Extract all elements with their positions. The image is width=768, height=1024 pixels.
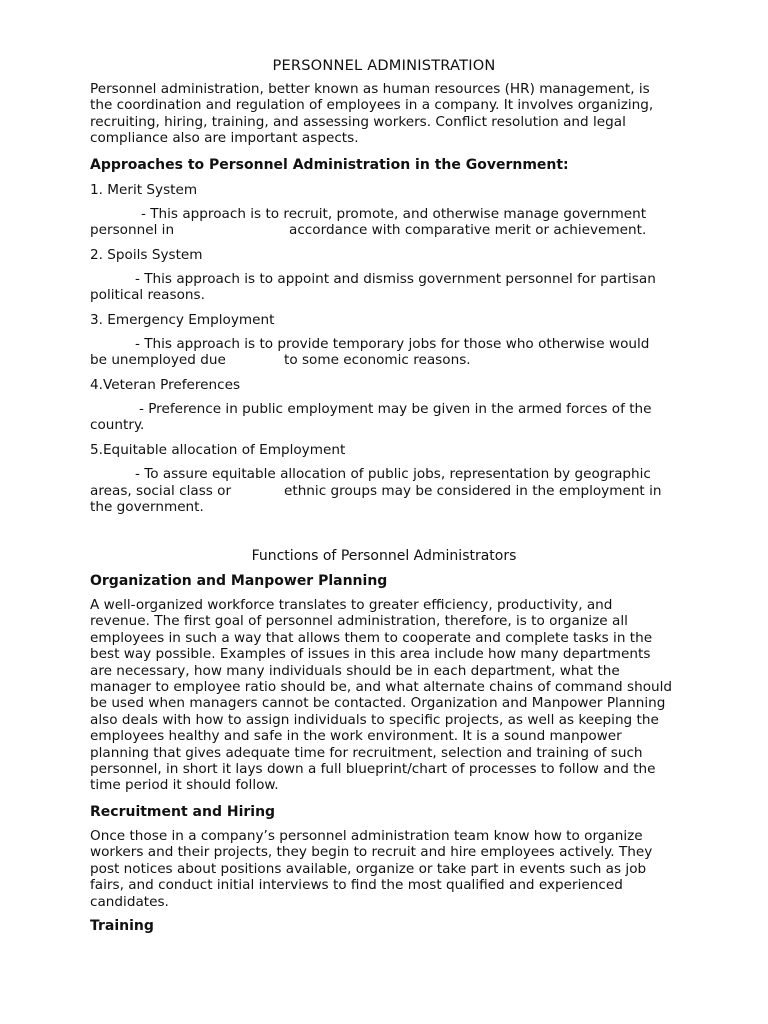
approach-title: 2. Spoils System [90, 247, 203, 263]
approach-description-part: accordance with comparative merit or achievement. [289, 222, 647, 238]
approach-description-cont [90, 483, 675, 499]
intro-paragraph: Personnel administration, better known as human resources (HR) management, is the coordination and regulation of employees in a company. It involves organizing, recruiting, hiring, training, and assessing workers. Conflict resolution and legal compliance also are important aspects. [90, 81, 654, 147]
approach-description: - This approach is to provide temporary jobs for those who otherwise would [135, 336, 650, 352]
section-paragraph: A well-organized workforce translates to greater efficiency, productivity, and revenue. The first goal of personnel administration, therefore, is to organize all employees in such a way that allows them to cooperate and complete tasks in the best way possible. Examples of issues in this area include how many departments are necessary, how many individuals should be in each department, what the manager to employee ratio should be, and what alternate chains of command should be used when managers cannot be contacted. Organization and Manpower Planning also deals with how to assign individuals to specific projects, as well as keeping the employees healthy and safe in the work environment. It is a sound manpower planning that gives adequate time for recruitment, selection and training of such personnel, in short it lays down a full blueprint/chart of processes to follow and the time period it should follow. [90, 597, 673, 794]
section-heading: Recruitment and Hiring [90, 804, 276, 820]
approach-description-part: personnel in [90, 222, 175, 238]
approach-description-part: be unemployed due [90, 352, 226, 368]
approach-title: 5.Equitable allocation of Employment [90, 442, 346, 458]
approach-title: 1. Merit System [90, 182, 198, 198]
approach-description-cont: the government. [90, 499, 204, 515]
approach-title: 3. Emergency Employment [90, 312, 275, 328]
approach-description-cont: political reasons. [90, 287, 205, 303]
approach-description-cont [90, 222, 675, 238]
approach-description: - To assure equitable allocation of public jobs, representation by geographic [135, 466, 651, 482]
section-paragraph: Once those in a company’s personnel administration team know how to organize workers and their projects, they begin to recruit and hire employees actively. They post notices about positions available, organize or take part in events such as job fairs, and conduct initial interviews to find the most qualified and experienced candidates. [90, 828, 653, 910]
section-heading: Training [90, 918, 154, 934]
approach-title: 4.Veteran Preferences [90, 377, 241, 393]
approach-description: - This approach is to appoint and dismiss government personnel for partisan [135, 271, 656, 287]
approach-description-cont: country. [90, 417, 145, 433]
approaches-heading: Approaches to Personnel Administration in the Government: [90, 157, 569, 173]
approach-description-part: ethnic groups may be considered in the employment in [284, 483, 662, 499]
page-title: PERSONNEL ADMINISTRATION [272, 57, 496, 74]
approach-description: - This approach is to recruit, promote, and otherwise manage government [141, 206, 647, 222]
approach-description-part: to some economic reasons. [284, 352, 471, 368]
approach-description: - Preference in public employment may be given in the armed forces of the [139, 401, 652, 417]
functions-heading: Functions of Personnel Administrators [251, 548, 517, 564]
approach-description-cont [90, 352, 675, 368]
approach-description-part: areas, social class or [90, 483, 232, 499]
section-heading: Organization and Manpower Planning [90, 573, 388, 589]
